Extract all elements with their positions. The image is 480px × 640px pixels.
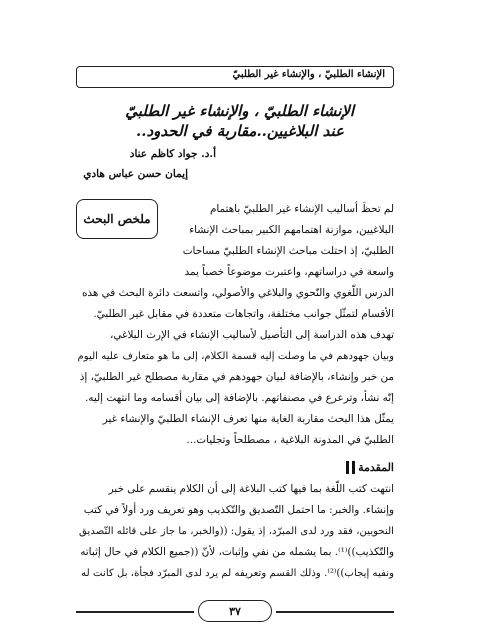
intro-line: ونفيه إيجاب))⁽²⁾. وذلك القسم وتعريفه لم يرد لدى المبرّد فجأة، بل كانت له [81, 568, 394, 579]
abstract-line: الدرس اللّغوي والنّحوي والبلاغي والأصولي، واتسعت دائرة البحث في هذه [81, 287, 394, 299]
intro-line: والتّكذيب))⁽¹⁾. بما يشمله من نفي وإثبات، لأنّ ((جميع الكلام في حال إثباته [80, 546, 394, 558]
page-frame [76, 66, 394, 596]
abstract-line: وبيان جهودهم في ما وصلت إليه قسمة الكلام، إلى ما هو متعارف عليه اليوم [77, 351, 394, 362]
abstract-label: ملخص البحث [83, 212, 151, 226]
intro-line: انتهت كتب اللّغة بما فيها كتب البلاغة إلى أن الكلام ينقسم على خبر [108, 483, 394, 495]
abstract-line: البلاغيين، موازنة اهتمامهم الكبير بمباحث الإنشاء [189, 224, 394, 236]
abstract-line: من خبر وإنشاء، بالإضافة لبيان جهودهم في مقاربة مصطلح غير الطلبيّ، إذ [79, 371, 394, 383]
abstract-line: يمثّل هذا البحث مقاربة الغاية منها تعرف الإنشاء الطلبيّ والإنشاء غير [102, 413, 394, 425]
abstract-line: لم تحظَ أساليب الإنشاء غير الطلبيّ باهتمام [209, 203, 394, 215]
intro-line: النحويين، فقد ورد لدى المبرّد، إذ يقول: ((والخبر، ما جاز على قائله التّصديق [79, 526, 394, 537]
abstract-line: الطلبيّ، إذ احتلت مباحث الإنشاء الطلبيّ مساحات [182, 245, 394, 257]
abstract-line: تهدف هذه الدراسة إلى التأصيل لأساليب الإنشاء في الإرث البلاغي، [110, 329, 394, 341]
page-number: ٣٧ [198, 600, 272, 622]
heading-bar [352, 461, 355, 474]
running-title: الإنشاء الطلبيّ ، والإنشاء غير الطلبيّ [232, 69, 385, 80]
article-title-line-2: عند البلاغيين..مقاربة في الحدود.. [136, 122, 344, 140]
footer-rule-right [276, 611, 394, 613]
article-title-line-1: الإنشاء الطلبيّ ، والإنشاء غير الطلبيّ [125, 102, 354, 120]
page-footer [76, 600, 394, 624]
running-header [76, 66, 394, 88]
abstract-line: الأقسام لتمثّل جوانب مختلفة، واتجاهات متعددة في مقابل غير الطلبيّ. [93, 308, 394, 320]
footer-rule-left [76, 611, 194, 613]
abstract-line: إنّه نشأ، وترعرع في مصنفاتهم. بالإضافة إلى بيان أقسامه وما انتهت إليه. [85, 392, 394, 404]
author-1: أ.د. جواد كاظم عناد [129, 148, 216, 160]
intro-line: وإنشاء. والخبر: ما احتمل التّصديق والتّكذيب وهو تعريف ورد أولاً في كتب [83, 504, 394, 516]
abstract-line: واسعة في دراساتهم، واعتبرت موضوعاً خصباً يمد [184, 266, 394, 278]
author-2: إيمان حسن عباس هادي [83, 168, 188, 180]
intro-heading-label: المقدمة [358, 461, 394, 474]
abstract-label-box [76, 199, 158, 239]
heading-bar [346, 461, 349, 474]
intro-heading [346, 459, 394, 476]
abstract-line: الطلبيّ في المدونة البلاغية ، مصطلحاً وتجليات... [186, 434, 394, 446]
